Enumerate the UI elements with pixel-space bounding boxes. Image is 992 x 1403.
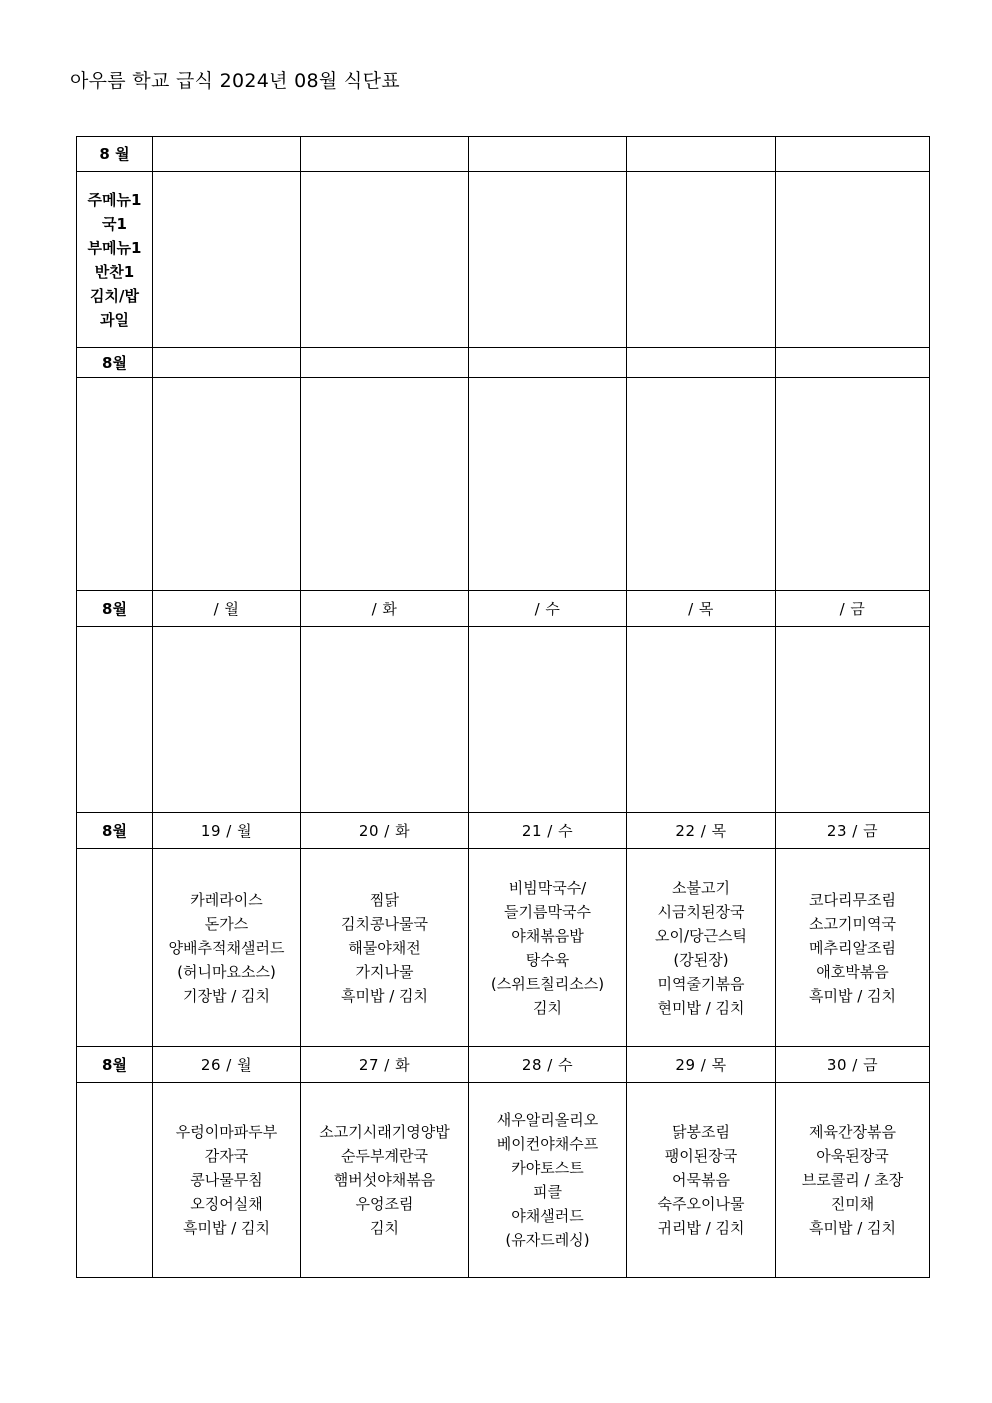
week-menu-row: [77, 378, 930, 591]
day-header: 26 / 월: [153, 1047, 301, 1083]
menu-item: 해물야채전: [348, 938, 421, 957]
menu-cell: [469, 172, 627, 348]
menu-cell: [153, 849, 301, 1047]
menu-cell: [153, 1083, 301, 1278]
week-header-row: [77, 591, 930, 627]
menu-cell: [301, 378, 469, 591]
menu-item: 야채샐러드: [511, 1207, 584, 1225]
week-menu-row: [77, 1083, 930, 1278]
menu-cell: [77, 1083, 153, 1278]
menu-item: 탕수육: [525, 950, 570, 969]
day-header: [301, 348, 469, 378]
menu-item: 소고기시래기영양밥: [319, 1123, 450, 1141]
menu-item: 우엉조림: [355, 1195, 414, 1213]
menu-item: (강된장): [673, 950, 729, 969]
day-header: 27 / 화: [301, 1047, 469, 1083]
menu-item: 감자국: [204, 1147, 249, 1165]
month-label: 8월: [77, 1047, 153, 1083]
menu-cell: [627, 849, 776, 1047]
menu-item: 아욱된장국: [816, 1147, 889, 1165]
menu-item: 비빔막국수/: [508, 878, 587, 897]
menu-item: 기장밥 / 김치: [182, 986, 271, 1005]
menu-item: 흑미밥 / 김치: [808, 986, 897, 1005]
menu-legend: [77, 172, 153, 348]
menu-cell: [301, 172, 469, 348]
menu-item: 콩나물무침: [190, 1171, 263, 1189]
menu-cell: [776, 627, 930, 813]
menu-cell: [153, 172, 301, 348]
menu-cell: [301, 1083, 469, 1278]
menu-cell: [77, 849, 153, 1047]
menu-cell: [301, 849, 469, 1047]
menu-item: (허니마요소스): [177, 962, 276, 981]
menu-item: 팽이된장국: [664, 1147, 738, 1165]
menu-item: 가지나물: [355, 962, 414, 981]
menu-cell: [469, 627, 627, 813]
week-header-row: [77, 348, 930, 378]
menu-cell: [776, 849, 930, 1047]
month-label: 8월: [77, 348, 153, 378]
menu-item: 귀리밥 / 김치: [657, 1219, 745, 1237]
menu-item: 브로콜리 / 초장: [801, 1171, 904, 1189]
day-header: 19 / 월: [153, 813, 301, 849]
menu-item: 찜닭: [370, 890, 399, 909]
menu-item: 애호박볶음: [816, 962, 889, 981]
menu-item: 미역줄기볶음: [657, 974, 745, 993]
month-label: 8월: [77, 591, 153, 627]
day-header: / 월: [153, 591, 301, 627]
legend-item: 부메뉴1: [87, 238, 142, 257]
day-header: / 금: [776, 591, 930, 627]
menu-item: 김치: [370, 1219, 399, 1237]
week-menu-row: [77, 627, 930, 813]
menu-cell: [77, 627, 153, 813]
day-header: / 화: [301, 591, 469, 627]
legend-item: 반찬1: [94, 262, 135, 281]
menu-item: 진미채: [830, 1195, 875, 1213]
day-header: 21 / 수: [469, 813, 627, 849]
menu-cell: [627, 1083, 776, 1278]
menu-item: 숙주오이나물: [657, 1195, 745, 1213]
day-header: 30 / 금: [776, 1047, 930, 1083]
day-header: 29 / 목: [627, 1047, 776, 1083]
legend-item: 국1: [102, 214, 127, 233]
menu-item: 카야토스트: [511, 1159, 584, 1177]
day-header: [469, 137, 627, 172]
menu-cell: [153, 378, 301, 591]
day-header: [776, 348, 930, 378]
month-label: 8 월: [77, 137, 153, 172]
menu-item: 김치콩나물국: [341, 914, 428, 933]
menu-item: 닭봉조림: [672, 1123, 730, 1141]
menu-item: 오이/당근스틱: [655, 926, 747, 945]
day-header: [153, 348, 301, 378]
menu-item: 흑미밥 / 김치: [182, 1219, 271, 1237]
day-header: 20 / 화: [301, 813, 469, 849]
legend-row: [77, 172, 930, 348]
menu-cell: [627, 172, 776, 348]
week-menu-row: [77, 849, 930, 1047]
menu-item: 코다리무조림: [809, 890, 896, 909]
day-header: [627, 348, 776, 378]
week-header-row: [77, 1047, 930, 1083]
menu-cell: [776, 378, 930, 591]
menu-item: 제육간장볶음: [809, 1123, 896, 1141]
menu-item: 소불고기: [672, 878, 730, 897]
menu-item: 들기름막국수: [504, 902, 591, 921]
month-label: 8월: [77, 813, 153, 849]
day-header: 22 / 목: [627, 813, 776, 849]
legend-item: 과일: [100, 310, 129, 329]
menu-item: 베이컨야채수프: [496, 1135, 599, 1153]
menu-cell: [627, 378, 776, 591]
menu-item: (스위트칠리소스): [490, 974, 605, 993]
menu-item: 햄버섯야채볶음: [333, 1171, 436, 1189]
week-header-row: [77, 813, 930, 849]
menu-item: 카레라이스: [190, 890, 263, 909]
menu-item: 흑미밥 / 김치: [340, 986, 429, 1005]
meal-table: [76, 136, 930, 1278]
menu-item: 김치: [533, 998, 562, 1017]
day-header: 28 / 수: [469, 1047, 627, 1083]
day-header: [469, 348, 627, 378]
day-header: [776, 137, 930, 172]
day-header: [153, 137, 301, 172]
menu-item: 우렁이마파두부: [175, 1123, 278, 1141]
menu-item: 피클: [533, 1183, 562, 1201]
menu-item: 현미밥 / 김치: [657, 998, 745, 1017]
day-header: [301, 137, 469, 172]
menu-cell: [153, 627, 301, 813]
menu-item: 메추리알조림: [809, 938, 896, 957]
day-header: / 수: [469, 591, 627, 627]
menu-item: (유자드레싱): [505, 1231, 590, 1249]
menu-item: 소고기미역국: [809, 914, 896, 933]
menu-cell: [469, 849, 627, 1047]
menu-cell: [776, 1083, 930, 1278]
legend-item: 주메뉴1: [87, 190, 142, 209]
page-title: 아우름 학교 급식 2024년 08월 식단표: [70, 70, 400, 92]
menu-item: 순두부계란국: [341, 1147, 428, 1165]
menu-item: 돈가스: [204, 914, 249, 933]
menu-item: 어묵볶음: [672, 1171, 730, 1189]
menu-cell: [469, 378, 627, 591]
menu-item: 시금치된장국: [657, 902, 745, 921]
menu-item: 새우알리올리오: [496, 1111, 599, 1129]
legend-item: 김치/밥: [90, 286, 139, 305]
day-header: 23 / 금: [776, 813, 930, 849]
day-header: [627, 137, 776, 172]
menu-cell: [627, 627, 776, 813]
menu-cell: [77, 378, 153, 591]
menu-item: 야채볶음밥: [511, 926, 584, 945]
menu-cell: [301, 627, 469, 813]
menu-item: 오징어실채: [190, 1195, 263, 1213]
menu-cell: [776, 172, 930, 348]
menu-item: 양배추적채샐러드: [168, 938, 285, 957]
menu-item: 흑미밥 / 김치: [808, 1219, 897, 1237]
menu-cell: [469, 1083, 627, 1278]
header-row: [77, 137, 930, 172]
day-header: / 목: [627, 591, 776, 627]
